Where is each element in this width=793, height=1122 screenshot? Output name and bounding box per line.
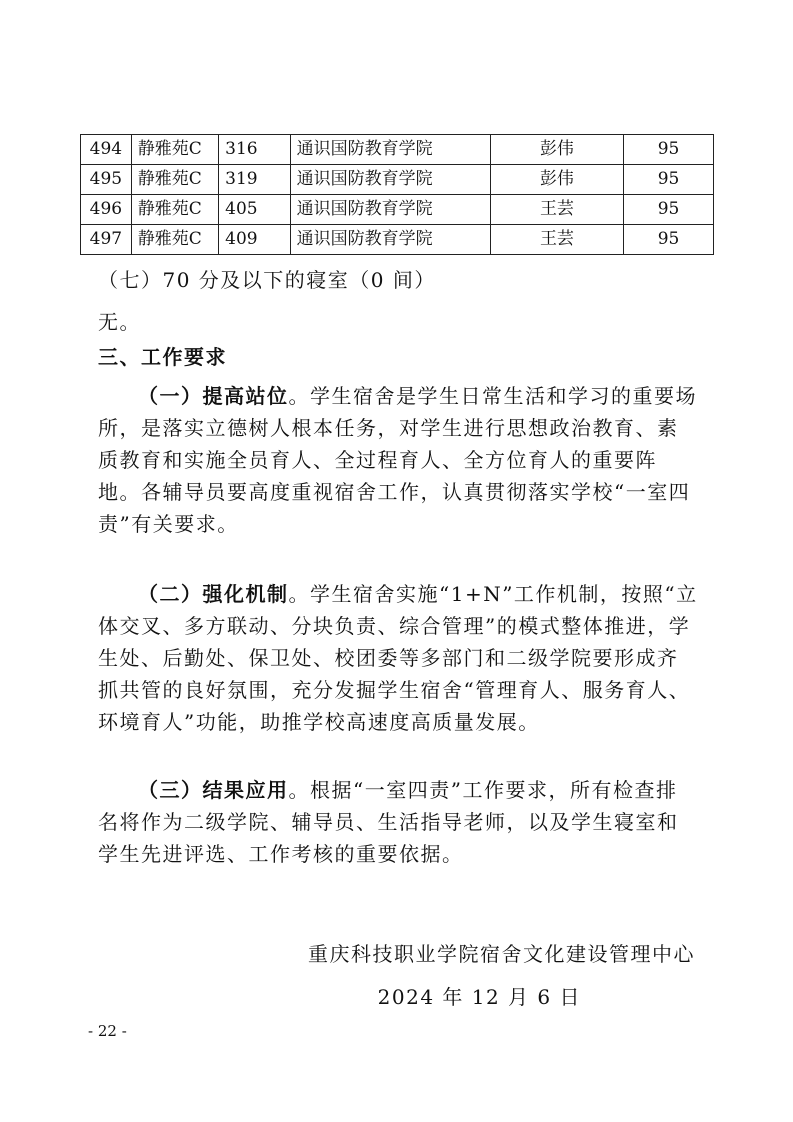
row-number: 496 — [81, 195, 132, 225]
score-cell: 95 — [624, 165, 714, 195]
page-number: - 22 - — [88, 1022, 127, 1040]
college-cell: 通识国防教育学院 — [290, 195, 490, 225]
college-cell: 通识国防教育学院 — [290, 225, 490, 255]
college-cell: 通识国防教育学院 — [290, 135, 490, 165]
section-7-title: （七）70 分及以下的寝室（0 间） — [98, 268, 436, 292]
score-cell: 95 — [624, 225, 714, 255]
row-number: 495 — [81, 165, 132, 195]
college-cell: 通识国防教育学院 — [290, 165, 490, 195]
room-cell: 319 — [219, 165, 291, 195]
section-7-body: 无。 — [98, 310, 141, 334]
requirement-lead: （一）提高站位 — [138, 384, 289, 408]
counselor-cell: 王芸 — [490, 225, 623, 255]
table-row — [81, 165, 714, 195]
score-cell: 95 — [624, 135, 714, 165]
table-row — [81, 135, 714, 165]
building-cell: 静雅苑C — [131, 135, 218, 165]
signature-date: 2024 年 12 月 6 日 — [377, 985, 581, 1009]
dorm-score-table — [80, 134, 714, 255]
building-cell: 静雅苑C — [131, 225, 218, 255]
requirement-text: 。根据“一室四责”工作要求，所有检查排名将作为二级学院、辅导员、生活指导老师，以及学生寝室和学生先进评选、工作考核的重要依据。 — [98, 778, 679, 866]
counselor-cell: 彭伟 — [490, 165, 623, 195]
counselor-cell: 彭伟 — [490, 135, 623, 165]
requirement-lead: （二）强化机制 — [138, 582, 289, 606]
requirement-paragraph — [98, 380, 698, 540]
requirement-lead: （三）结果应用 — [138, 778, 289, 802]
score-cell: 95 — [624, 195, 714, 225]
building-cell: 静雅苑C — [131, 195, 218, 225]
requirement-text: 。学生宿舍是学生日常生活和学习的重要场所，是落实立德树人根本任务，对学生进行思想政治教育、素质教育和实施全员育人、全过程育人、全方位育人的重要阵地。各辅导员要高度重视宿舍工作，认真贯彻落实学校“一室四责”有关要求。 — [98, 384, 697, 536]
room-cell: 316 — [219, 135, 291, 165]
row-number: 494 — [81, 135, 132, 165]
section-3-heading: 三、工作要求 — [98, 345, 227, 369]
room-cell: 409 — [219, 225, 291, 255]
room-cell: 405 — [219, 195, 291, 225]
counselor-cell: 王芸 — [490, 195, 623, 225]
row-number: 497 — [81, 225, 132, 255]
requirement-text: 。学生宿舍实施“1+N”工作机制，按照“立体交叉、多方联动、分块负责、综合管理”的模式整体推进，学生处、后勤处、保卫处、校团委等多部门和二级学院要形成齐抓共管的良好氛围，充分发掘学生宿舍“管理育人、服务育人、环境育人”功能，助推学校高速度高质量发展。 — [98, 582, 698, 734]
table-row — [81, 225, 714, 255]
table-row — [81, 195, 714, 225]
requirement-paragraph — [98, 578, 698, 738]
requirement-paragraph — [98, 774, 698, 870]
building-cell: 静雅苑C — [131, 165, 218, 195]
signature-org: 重庆科技职业学院宿舍文化建设管理中心 — [308, 942, 695, 966]
